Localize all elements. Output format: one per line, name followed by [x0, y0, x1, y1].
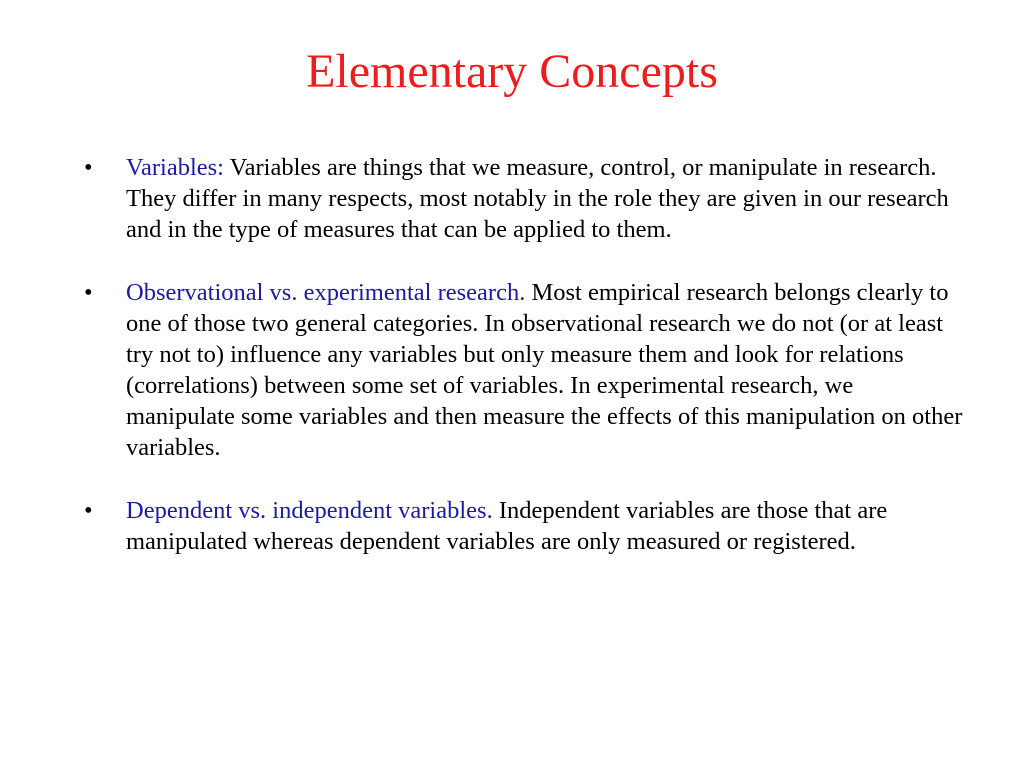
bullet-text: Most empirical research belongs clearly to one of those two general categories. In observational research we do not (or at least try not to) influence any variables but only measure them and look for relations (correlations) between some set of variables. In experimental research, we manipulate some variables and then measure the effects of this manipulation on other variables.: [126, 279, 963, 461]
bullet-list: [84, 152, 964, 557]
bullet-term: Variables:: [126, 154, 230, 181]
bullet-text: Independent variables are those that are manipulated whereas dependent variables are only measured or registered.: [126, 497, 888, 555]
bullet-item-dependent-vs-independent: [84, 495, 964, 557]
bullet-term: Dependent vs. independent variables.: [126, 497, 499, 524]
bullet-term: Observational vs. experimental research.: [126, 279, 532, 306]
slide-title: Elementary Concepts: [306, 45, 718, 98]
bullet-icon: •: [84, 154, 93, 181]
bullet-text: Variables are things that we measure, control, or manipulate in research. They differ in many respects, most notably in the role they are given in our research and in the type of measures that can be applied to them.: [126, 154, 949, 243]
bullet-item-observational-vs-experimental: [84, 277, 964, 463]
bullet-icon: •: [84, 279, 93, 306]
bullet-icon: •: [84, 497, 93, 524]
bullet-item-variables: [84, 152, 964, 245]
